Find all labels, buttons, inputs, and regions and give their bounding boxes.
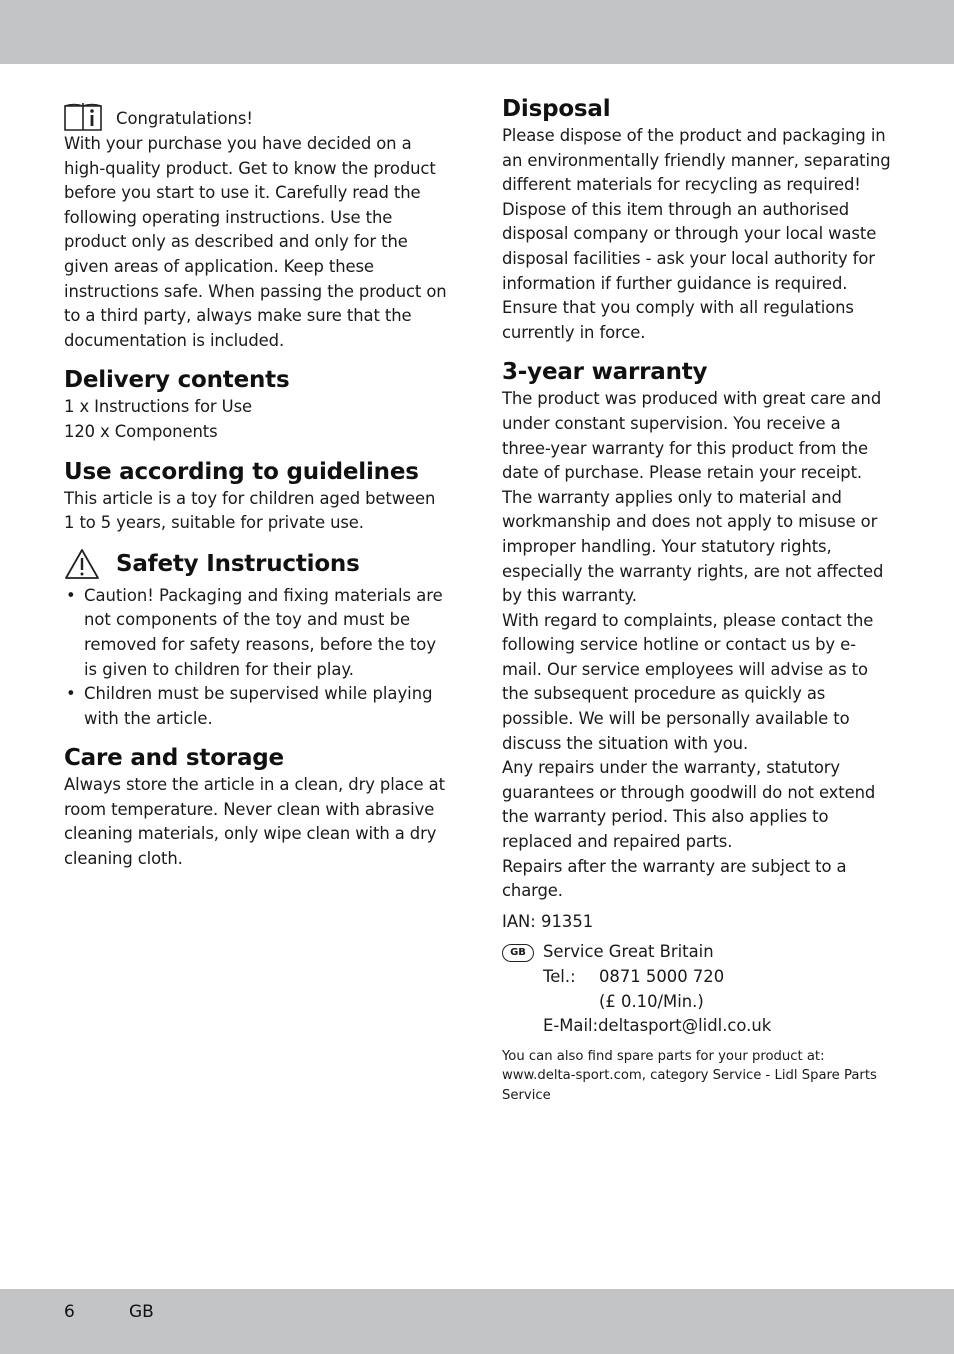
care-text: Always store the article in a clean, dry place at room temperature. Never clean with abrasive cleaning materials, only wipe clean with a dry cleaning cloth. [64, 775, 445, 869]
service-email[interactable]: E-Mail:deltasport@lidl.co.uk [543, 1016, 772, 1036]
intro-header [64, 94, 448, 132]
disposal-heading: Disposal [502, 96, 611, 122]
warranty-paragraph: Any repairs under the warranty, statutory guarantees or through goodwill do not extend the warranty period. This also applies to replaced and repaired parts. [502, 758, 876, 852]
tel-rate-spacer [543, 990, 599, 1015]
delivery-heading: Delivery contents [64, 367, 290, 394]
service-details [543, 940, 771, 1038]
warranty-paragraph: The warranty applies only to material and workmanship and does not apply to misuse or improper handling. Your statutory rights, especially the warranty rights, are not affected by this warranty. [502, 487, 884, 606]
info-book-icon [64, 102, 102, 132]
use-heading: Use according to guidelines [64, 458, 419, 485]
use-text: This article is a toy for children aged between 1 to 5 years, suitable for private use. [64, 488, 436, 533]
care-heading: Care and storage [64, 745, 284, 772]
tel-rate: (£ 0.10/Min.) [599, 991, 704, 1011]
delivery-item: 120 x Components [64, 421, 218, 441]
safety-list [64, 584, 448, 732]
warning-triangle-icon [64, 548, 100, 580]
footer-language: GB [129, 1302, 154, 1322]
safety-item: • Children must be supervised while playing with the article. [64, 682, 448, 731]
tel-label: Tel.: [543, 967, 576, 986]
right-column [502, 94, 894, 1105]
service-title: Service Great Britain [543, 942, 714, 962]
warranty-paragraph: Repairs after the warranty are subject to a charge. [502, 856, 847, 901]
tel-row [543, 965, 771, 990]
tel-rate-row [543, 990, 771, 1015]
warranty-paragraph: The product was produced with great care and under constant supervision. You receive a three-year warranty for this product from the date of purchase. Please retain your receipt. [502, 389, 882, 483]
warranty-paragraph: With regard to complaints, please contact the following service hotline or contact us by e-mail. Our service employees will advise as to the subsequent procedure as quickly as possible. We will be personally available to discuss the situation with you. [502, 610, 874, 753]
safety-header [64, 544, 448, 584]
warranty-heading: 3-year warranty [502, 359, 708, 386]
page-number: 6 [64, 1302, 75, 1322]
header-band [0, 0, 954, 64]
service-contact [502, 940, 894, 1038]
intro-heading: Congratulations! [116, 109, 253, 129]
spare-parts-note: You can also find spare parts for your product at: www.delta-sport.com, category Service - Lidl Spare Parts Service [502, 1048, 877, 1103]
tel-number[interactable]: 0871 5000 720 [599, 967, 725, 986]
left-column [64, 94, 448, 872]
disposal-text: Please dispose of the product and packaging in an environmentally friendly manner, separating different materials for recycling as required! Dispose of this item through an authorised disposal company or through your local waste disposal facilities - ask your local authority for information if further guidance is required. Ensure that you comply with all regulations currently in force. [502, 126, 891, 342]
delivery-item: 1 x Instructions for Use [64, 397, 252, 417]
ian-number: IAN: 91351 [502, 911, 594, 931]
intro-text: With your purchase you have decided on a high-quality product. Get to know the product before you start to use it. Carefully read the following operating instructions. Use the product only as described and only for the given areas of application. Keep these instructions safe. When passing the product on to a third party, always make sure that the documentation is included. [64, 134, 447, 350]
gb-badge: GB [502, 944, 534, 962]
safety-heading: Safety Instructions [116, 550, 360, 577]
safety-item: • Caution! Packaging and fixing materials are not components of the toy and must be removed for safety reasons, before the toy is given to children for their play. [64, 584, 448, 682]
